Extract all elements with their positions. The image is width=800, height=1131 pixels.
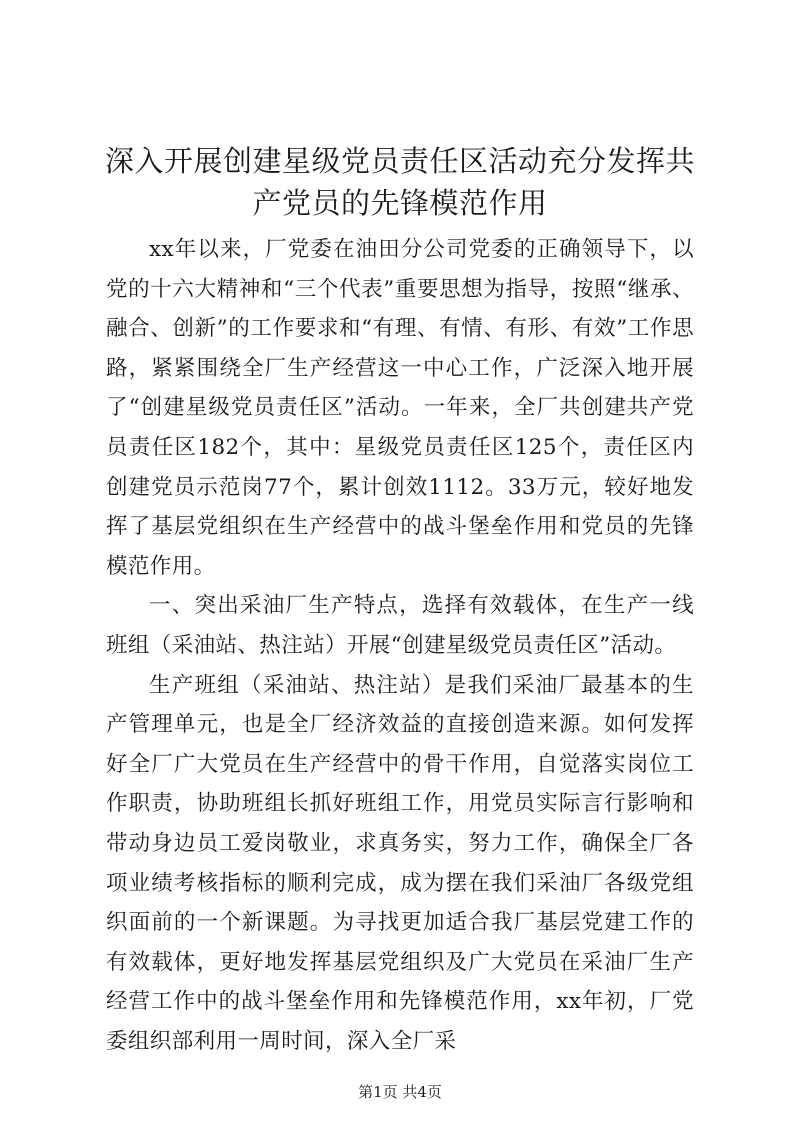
page-footer: 第1页 共4页	[358, 1083, 442, 1101]
document-body	[106, 230, 694, 1061]
document-title: 深入开展创建星级党员责任区活动充分发挥共产党员的先锋模范作用	[104, 144, 695, 220]
paragraph-intro: xx年以来，厂党委在油田分公司党委的正确领导下，以党的十六大精神和“三个代表”重要思想为指导，按照“继承、融合、创新”的工作要求和“有理、有情、有形、有效”工作思路，紧紧围绕全厂生产经营这一中心工作，广泛深入地开展了“创建星级党员责任区”活动。一年来，全厂共创建共产党员责任区182个，其中：星级党员责任区125个，责任区内创建党员示范岗77个，累计创效1112。33万元，较好地发挥了基层党组织在生产经营中的战斗堡垒作用和党员的先锋模范作用。	[106, 237, 694, 579]
paragraph-section-body: 生产班组（采油站、热注站）是我们采油厂最基本的生产管理单元，也是全厂经济效益的直接创造来源。如何发挥好全厂广大党员在生产经营中的骨干作用，自觉落实岗位工作职责，协助班组长抓好班组工作，用党员实际言行影响和带动身边员工爱岗敬业，求真务实，努力工作，确保全厂各项业绩考核指标的顺利完成，成为摆在我们采油厂各级党组织面前的一个新课题。为寻找更加适合我厂基层党建工作的有效载体，更好地发挥基层党组织及广大党员在采油厂生产经营工作中的战斗堡垒作用和先锋模范作用，xx年初，厂党委组织部利用一周时间，深入全厂采	[106, 672, 694, 1054]
paragraph-section-heading: 一、突出采油厂生产特点，选择有效载体，在生产一线班组（采油站、热注站）开展“创建星级党员责任区”活动。	[106, 593, 694, 658]
